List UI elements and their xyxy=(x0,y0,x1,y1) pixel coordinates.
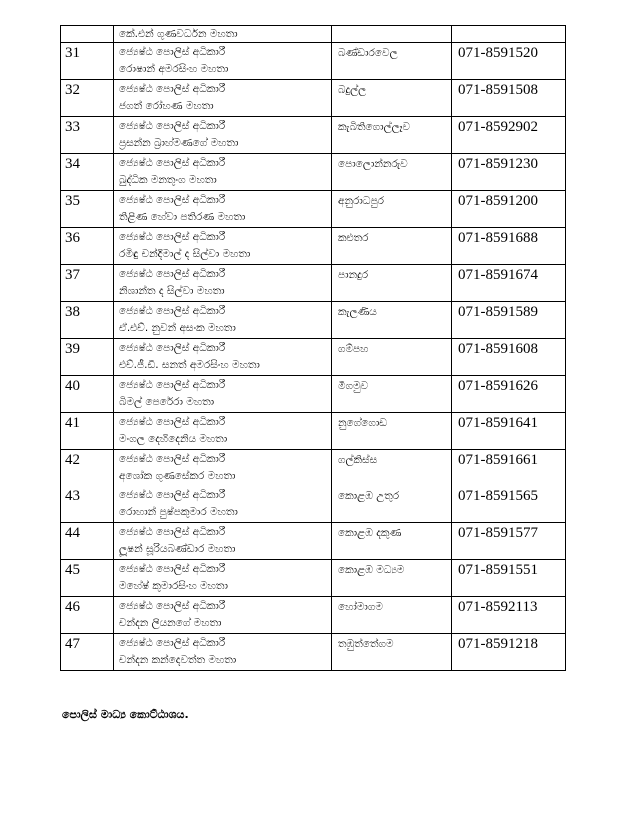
police-area-cell xyxy=(332,413,452,449)
phone-number-cell xyxy=(452,450,566,522)
officer-entry xyxy=(114,228,331,264)
phone-number: 071-8591626 xyxy=(458,378,538,394)
table-row xyxy=(61,117,566,154)
serial-number-cell xyxy=(61,43,114,79)
officer-name: රොෂාන් අමරසිංහ මහතා xyxy=(119,63,229,75)
officer-name: අශෝක ගුණසේකර මහතා xyxy=(119,470,236,482)
phone-number: 071-8592902 xyxy=(458,119,538,135)
police-area: හෝමාගම xyxy=(338,601,383,613)
serial-number: 32 xyxy=(65,82,80,98)
serial-number-cell xyxy=(61,597,114,633)
serial-number-cell xyxy=(61,302,114,338)
police-area: බණ්ඩාරවෙල xyxy=(338,47,398,59)
officer-name-cell xyxy=(114,450,332,522)
table-row xyxy=(61,376,566,413)
serial-number: 43 xyxy=(65,488,80,504)
table-row xyxy=(61,80,566,117)
serial-number: 45 xyxy=(65,562,80,578)
officer-name: මහේෂ් කුමාරසිංහ මහතා xyxy=(119,580,228,592)
phone-number: 071-8592113 xyxy=(458,599,538,615)
officer-name-cell xyxy=(114,413,332,449)
serial-number: 35 xyxy=(65,193,80,209)
officer-name: ඒ.එච්. නුවන් අසංක මහතා xyxy=(119,322,236,334)
serial-number-cell xyxy=(61,376,114,412)
officer-entry xyxy=(114,597,331,633)
officer-rank: ජ්‍යෙෂ්ඨ පොලිස් අධිකාරී xyxy=(119,157,226,169)
serial-number-cell xyxy=(61,339,114,375)
phone-number-cell xyxy=(452,302,566,338)
phone-number-cell xyxy=(452,191,566,227)
phone-number: 071-8591551 xyxy=(458,562,538,578)
phone-number xyxy=(452,26,565,42)
officer-entry xyxy=(114,43,331,79)
table-row xyxy=(61,339,566,376)
serial-number-cell xyxy=(61,191,114,227)
police-area: බදුල්ල xyxy=(338,84,367,96)
officer-entry xyxy=(114,450,331,486)
phone-number-cell xyxy=(452,413,566,449)
phone-number: 071-8591589 xyxy=(458,304,538,320)
officer-rank: ජ්‍යෙෂ්ඨ පොලිස් අධිකාරී xyxy=(119,83,226,95)
officer-name: ප්‍රසන්න බ්‍රාහ්මණගේ මහතා xyxy=(119,137,239,149)
police-area: කොළඹ උතුර xyxy=(338,490,400,502)
serial-number-cell xyxy=(61,560,114,596)
officer-name: චන්දන ලියනගේ මහතා xyxy=(119,617,222,629)
serial-number: 34 xyxy=(65,156,80,172)
serial-number-cell xyxy=(61,413,114,449)
officer-entry xyxy=(114,339,331,375)
phone-number-cell xyxy=(452,634,566,670)
police-area: කළුතර xyxy=(338,232,369,244)
table-row xyxy=(61,634,566,671)
serial-number-cell xyxy=(61,265,114,301)
officer-name-cell xyxy=(114,376,332,412)
officer-name: මංගල දෙහිදෙනිය මහතා xyxy=(119,433,228,445)
officer-entry xyxy=(114,413,331,449)
phone-number: 071-8591688 xyxy=(458,230,538,246)
phone-number-cell xyxy=(452,228,566,264)
serial-number-cell xyxy=(61,154,114,190)
serial-number-cell xyxy=(61,450,114,522)
police-area: මීගමුව xyxy=(338,380,369,392)
police-area: කොළඹ මධ්‍යම xyxy=(338,564,405,576)
officer-name-cell xyxy=(114,191,332,227)
officer-name-cell xyxy=(114,265,332,301)
police-area: පොලොන්නරුව xyxy=(338,158,408,170)
officer-name: කේ.එන් ගුණවර්ධන මහතා xyxy=(119,28,238,40)
police-area-cell xyxy=(332,634,452,670)
phone-number-cell xyxy=(452,376,566,412)
officer-rank: ජ්‍යෙෂ්ඨ පොලිස් අධිකාරී xyxy=(119,268,226,280)
police-area: අනුරාධපුර xyxy=(338,195,385,207)
officer-entry xyxy=(114,523,331,559)
officer-name-cell xyxy=(114,228,332,264)
phone-number-cell xyxy=(452,80,566,116)
officer-name: රොහාන් පුෂ්පකුමාර මහතා xyxy=(119,506,238,518)
officer-name-cell xyxy=(114,523,332,559)
officer-entry xyxy=(114,302,331,338)
officer-table xyxy=(60,25,566,671)
officer-entry xyxy=(114,80,331,116)
table-row xyxy=(61,560,566,597)
phone-number: 071-8591608 xyxy=(458,341,538,357)
officer-rank: ජ්‍යෙෂ්ඨ පොලිස් අධිකාරී xyxy=(119,46,226,58)
phone-number-cell xyxy=(452,26,566,42)
phone-number: 071-8591520 xyxy=(458,45,538,61)
officer-name-cell xyxy=(114,302,332,338)
police-area-cell xyxy=(332,117,452,153)
serial-number-cell xyxy=(61,634,114,670)
serial-number: 40 xyxy=(65,378,80,394)
officer-entry xyxy=(114,560,331,596)
serial-number-cell xyxy=(61,228,114,264)
phone-number: 071-8591577 xyxy=(458,525,538,541)
serial-number-cell xyxy=(61,26,114,42)
phone-number: 071-8591565 xyxy=(458,488,538,504)
serial-number-cell xyxy=(61,80,114,116)
officer-rank: ජ්‍යෙෂ්ඨ පොලිස් අධිකාරී xyxy=(119,637,226,649)
officer-name-cell xyxy=(114,43,332,79)
serial-number-cell xyxy=(61,523,114,559)
police-area-cell xyxy=(332,597,452,633)
table-row xyxy=(61,154,566,191)
serial-number: 31 xyxy=(65,45,80,61)
officer-name-cell xyxy=(114,597,332,633)
officer-name: චන්දන කන්දෙවත්ත මහතා xyxy=(119,654,237,666)
officer-rank: ජ්‍යෙෂ්ඨ පොලිස් අධිකාරී xyxy=(119,489,226,501)
phone-number: 071-8591508 xyxy=(458,82,538,98)
officer-name: නිශාන්ත ද සිල්වා මහතා xyxy=(119,285,225,297)
serial-number: 42 xyxy=(65,452,80,468)
police-area-cell xyxy=(332,154,452,190)
table-row xyxy=(61,228,566,265)
phone-number: 071-8591674 xyxy=(458,267,538,283)
officer-name-cell xyxy=(114,117,332,153)
police-area-cell xyxy=(332,191,452,227)
police-area-cell xyxy=(332,302,452,338)
officer-name-cell xyxy=(114,80,332,116)
police-area: කැලණිය xyxy=(338,306,377,318)
officer-name-cell xyxy=(114,339,332,375)
officer-name: ජගත් රෝහණ මහතා xyxy=(119,100,214,112)
serial-number: 41 xyxy=(65,415,80,431)
serial-number xyxy=(61,26,113,42)
officer-rank: ජ්‍යෙෂ්ඨ පොලිස් අධිකාරී xyxy=(119,379,226,391)
phone-number: 071-8591230 xyxy=(458,156,538,172)
officer-rank: ජ්‍යෙෂ්ඨ පොලිස් අධිකාරී xyxy=(119,416,226,428)
police-area: පානදුර xyxy=(338,269,369,281)
serial-number: 33 xyxy=(65,119,80,135)
officer-entry xyxy=(114,486,331,522)
officer-name: ලූෂන් සූරියබණ්ඩාර මහතා xyxy=(119,543,236,555)
footer-signature: පොලිස් මාධ්‍ය කොට්ඨාශය. xyxy=(62,708,189,721)
phone-number-cell xyxy=(452,154,566,190)
serial-number-cell xyxy=(61,117,114,153)
police-area: නුගේගොඩ xyxy=(338,417,388,429)
officer-entry xyxy=(114,376,331,412)
serial-number: 47 xyxy=(65,636,80,652)
table-row xyxy=(61,597,566,634)
officer-entry xyxy=(114,154,331,190)
police-area-cell xyxy=(332,450,452,522)
phone-number: 071-8591661 xyxy=(458,452,538,468)
police-area-cell xyxy=(332,339,452,375)
table-row xyxy=(61,43,566,80)
officer-rank: ජ්‍යෙෂ්ඨ පොලිස් අධිකාරී xyxy=(119,231,226,243)
police-area-cell xyxy=(332,80,452,116)
police-area: ගම්පහ xyxy=(338,343,369,355)
phone-number-cell xyxy=(452,117,566,153)
serial-number: 44 xyxy=(65,525,80,541)
table-row xyxy=(61,302,566,339)
phone-number-cell xyxy=(452,339,566,375)
phone-number-cell xyxy=(452,523,566,559)
officer-name: බුද්ධික මනතුංග මහතා xyxy=(119,174,217,186)
phone-number: 071-8591200 xyxy=(458,193,538,209)
serial-number: 39 xyxy=(65,341,80,357)
officer-entry xyxy=(114,117,331,153)
officer-rank: ජ්‍යෙෂ්ඨ පොලිස් අධිකාරී xyxy=(119,563,226,575)
officer-name-cell xyxy=(114,634,332,670)
police-area: කොළඹ දකුණ xyxy=(338,527,402,539)
officer-rank: ජ්‍යෙෂ්ඨ පොලිස් අධිකාරී xyxy=(119,342,226,354)
police-area: තඹුත්තේගම xyxy=(338,638,394,650)
officer-rank: ජ්‍යෙෂ්ඨ පොලිස් අධිකාරී xyxy=(119,120,226,132)
police-area-cell xyxy=(332,376,452,412)
officer-rank: ජ්‍යෙෂ්ඨ පොලිස් අධිකාරී xyxy=(119,526,226,538)
table-row xyxy=(61,523,566,560)
officer-name-cell xyxy=(114,26,332,42)
police-area-cell xyxy=(332,43,452,79)
officer-entry xyxy=(114,191,331,227)
officer-entry xyxy=(114,634,331,670)
phone-number-cell xyxy=(452,43,566,79)
phone-number-cell xyxy=(452,265,566,301)
phone-number: 071-8591218 xyxy=(458,636,538,652)
officer-rank: ජ්‍යෙෂ්ඨ පොලිස් අධිකාරී xyxy=(119,453,226,465)
serial-number: 38 xyxy=(65,304,80,320)
officer-rank: ජ්‍යෙෂ්ඨ පොලිස් අධිකාරී xyxy=(119,305,226,317)
phone-number: 071-8591641 xyxy=(458,415,538,431)
police-area-cell xyxy=(332,523,452,559)
officer-name: එච්.ජී.ඩී. සනත් අමරසිංහ මහතා xyxy=(119,359,260,371)
table-row xyxy=(61,191,566,228)
table-row xyxy=(61,265,566,302)
police-area xyxy=(332,26,451,42)
serial-number: 36 xyxy=(65,230,80,246)
police-area-cell xyxy=(332,26,452,42)
serial-number: 37 xyxy=(65,267,80,283)
police-area-cell xyxy=(332,265,452,301)
officer-rank: ජ්‍යෙෂ්ඨ පොලිස් අධිකාරී xyxy=(119,194,226,206)
table-row xyxy=(61,450,566,523)
officer-name: තිළිණ හේවා පතිරණ මහතා xyxy=(119,211,246,223)
police-area: කැබිතිගොල්ලෑව xyxy=(338,121,411,133)
officer-rank: ජ්‍යෙෂ්ඨ පොලිස් අධිකාරී xyxy=(119,600,226,612)
table-row xyxy=(61,26,566,43)
officer-entry xyxy=(114,26,331,42)
phone-number-cell xyxy=(452,597,566,633)
officer-name: රමිඳු චන්දිමාල් ද සිල්වා මහතා xyxy=(119,248,251,260)
serial-number: 46 xyxy=(65,599,80,615)
phone-number-cell xyxy=(452,560,566,596)
officer-entry xyxy=(114,265,331,301)
police-area-cell xyxy=(332,228,452,264)
police-area: ගල්කිස්ස xyxy=(338,454,378,466)
officer-name-cell xyxy=(114,560,332,596)
officer-name-cell xyxy=(114,154,332,190)
officer-name: බිමල් පෙරේරා මහතා xyxy=(119,396,215,408)
police-area-cell xyxy=(332,560,452,596)
table-row xyxy=(61,413,566,450)
